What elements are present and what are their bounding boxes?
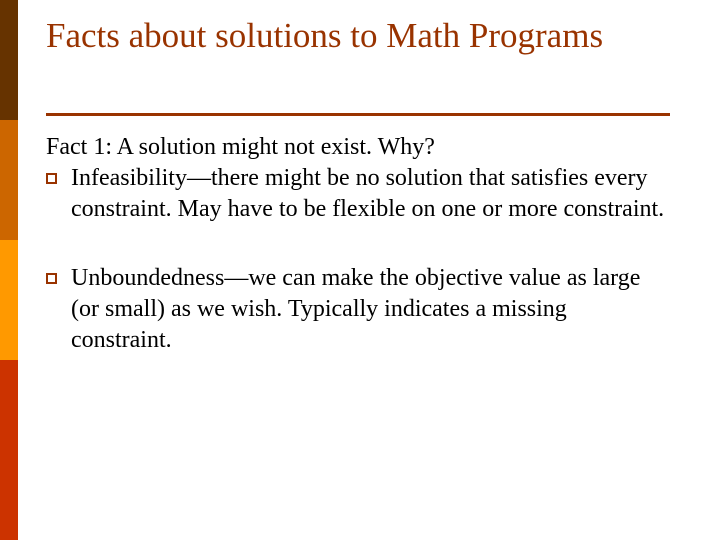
bullet-item-unboundedness [46,263,666,356]
bullet-item-infeasibility [46,163,666,225]
slide-title: Facts about solutions to Math Programs [46,16,604,55]
decorative-bar-segment [0,0,18,120]
decorative-bar-segment [0,240,18,360]
title-divider [46,113,670,116]
square-bullet-icon [46,273,57,284]
decorative-bar-segment [0,120,18,240]
bullet-text: Infeasibility—there might be no solution that satisfies every constraint. May have to be flexible on one or more constraint. [71,165,665,222]
fact-line: Fact 1: A solution might not exist. Why? [46,134,435,160]
square-bullet-icon [46,173,57,184]
slide-body [46,132,666,356]
bullet-text: Unboundedness—we can make the objective value as large (or small) as we wish. Typically indicates a missing constraint. [71,265,641,353]
decorative-bar-segment [0,360,18,540]
